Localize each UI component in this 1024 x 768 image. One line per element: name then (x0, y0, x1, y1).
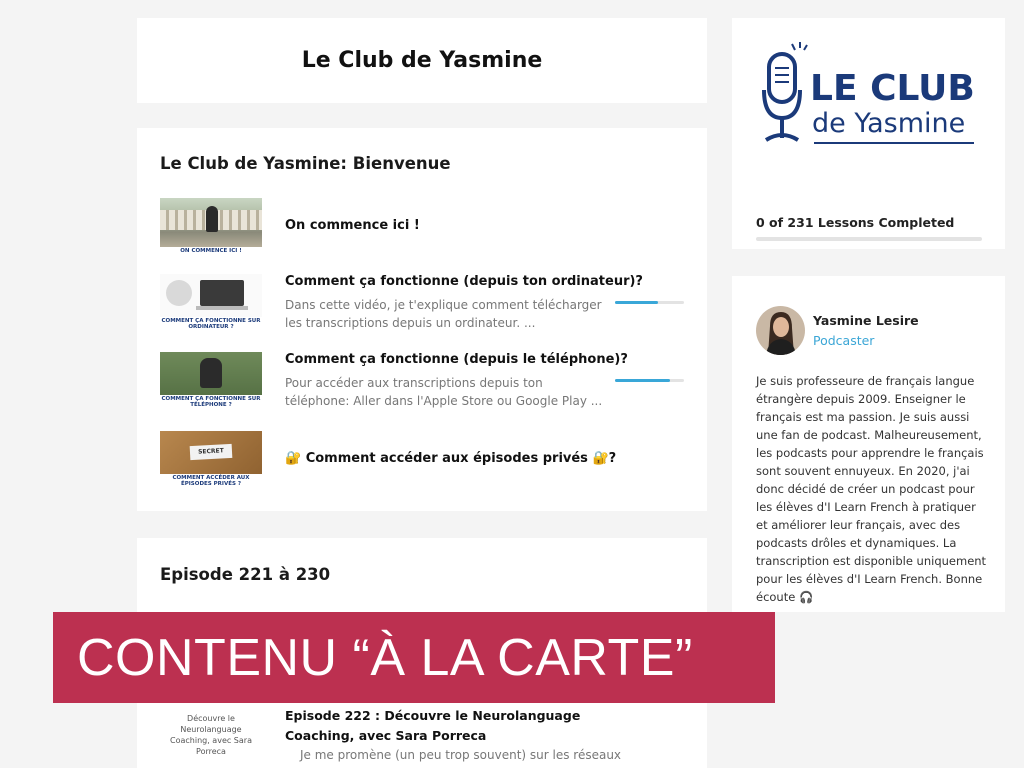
course-progress-card (732, 18, 1005, 249)
lesson-description: Dans cette vidéo, je t'explique comment télécharger les transcriptions depuis un ordinateur. ... (285, 298, 602, 330)
thumbnail-caption: COMMENT ACCÉDER AUX ÉPISODES PRIVÉS ? (160, 474, 262, 488)
course-title-card (137, 18, 707, 103)
author-name: Yasmine Lesire (813, 313, 919, 328)
section-title: Le Club de Yasmine: Bienvenue (160, 154, 451, 173)
course-progress-bar (756, 237, 982, 241)
thumbnail-caption: ON COMMENCE ICI ! (160, 247, 262, 255)
author-role: Podcaster (813, 333, 875, 348)
lesson-description: Pour accéder aux transcriptions depuis ton téléphone: Aller dans l'Apple Store ou Google Play ... (285, 376, 603, 408)
lesson-title[interactable]: Comment ça fonctionne (depuis le téléphone)? (285, 352, 628, 367)
author-photo (756, 306, 805, 355)
lesson-progress-bar (615, 301, 684, 304)
thumbnail-caption: COMMENT ÇA FONCTIONNE SUR ORDINATEUR ? (161, 318, 261, 330)
lesson-progress-bar (615, 379, 684, 382)
welcome-section (137, 128, 707, 511)
episode-thumbnail[interactable] (160, 703, 262, 763)
lesson-thumbnail[interactable] (160, 431, 262, 488)
club-logo (762, 38, 977, 163)
lessons-completed-text: 0 of 231 Lessons Completed (756, 215, 955, 230)
section-title: Episode 221 à 230 (160, 565, 331, 584)
lesson-progress-fill (615, 301, 658, 304)
lesson-title[interactable]: On commence ici ! (285, 218, 420, 233)
lesson-item-start[interactable] (160, 198, 684, 255)
author-bio: Je suis professeure de français langue étrangère depuis 2009. Enseigner le français est ma passion. Je suis aussi une fan de podcast. Malheureusement, les podcasts pour apprendre le français sont souvent ennuyeux. En 2020, j'ai donc décidé de créer un podcast pour les élèves d'I Learn French à pratiquer et améliorer leur français, avec des podcasts drôles et dynamiques. La transcription est disponible uniquement pour les élèves d'I Learn French. Bonne écoute 🎧 (756, 374, 987, 604)
logo-line2: de Yasmine (812, 108, 966, 139)
lesson-progress-fill (615, 379, 670, 382)
thumbnail-caption: COMMENT ÇA FONCTIONNE SUR TÉLÉPHONE ? (161, 396, 261, 408)
lesson-item-phone[interactable] (160, 352, 684, 412)
lesson-thumbnail[interactable] (160, 198, 262, 255)
episode-title-line1: Episode 222 : Découvre le Neurolanguage (285, 708, 581, 723)
lesson-item-computer[interactable] (160, 274, 684, 334)
lesson-thumbnail[interactable] (160, 352, 262, 409)
page-title: Le Club de Yasmine (301, 48, 543, 73)
episode-title[interactable] (285, 706, 580, 746)
avatar (756, 306, 805, 355)
microphone-icon (764, 42, 807, 140)
logo-line1: LE CLUB (810, 68, 975, 109)
lesson-thumbnail[interactable] (160, 274, 262, 331)
episode-title-line2: Coaching, avec Sara Porreca (285, 728, 487, 743)
promo-banner (53, 612, 775, 703)
episode-description: Je me promène (un peu trop souvent) sur les réseaux (300, 748, 622, 762)
secret-badge: SECRET (190, 444, 233, 460)
lesson-title[interactable]: Comment ça fonctionne (depuis ton ordinateur)? (285, 274, 643, 289)
lesson-title[interactable]: 🔐 Comment accéder aux épisodes privés 🔐? (285, 451, 617, 466)
lesson-item-private[interactable] (160, 431, 684, 488)
episode-thumbnail-text: Découvre le Neurolanguage Coaching, avec Sara Porreca (170, 714, 252, 756)
banner-text: CONTENU “À LA CARTE” (77, 628, 693, 687)
author-card (732, 276, 1005, 612)
